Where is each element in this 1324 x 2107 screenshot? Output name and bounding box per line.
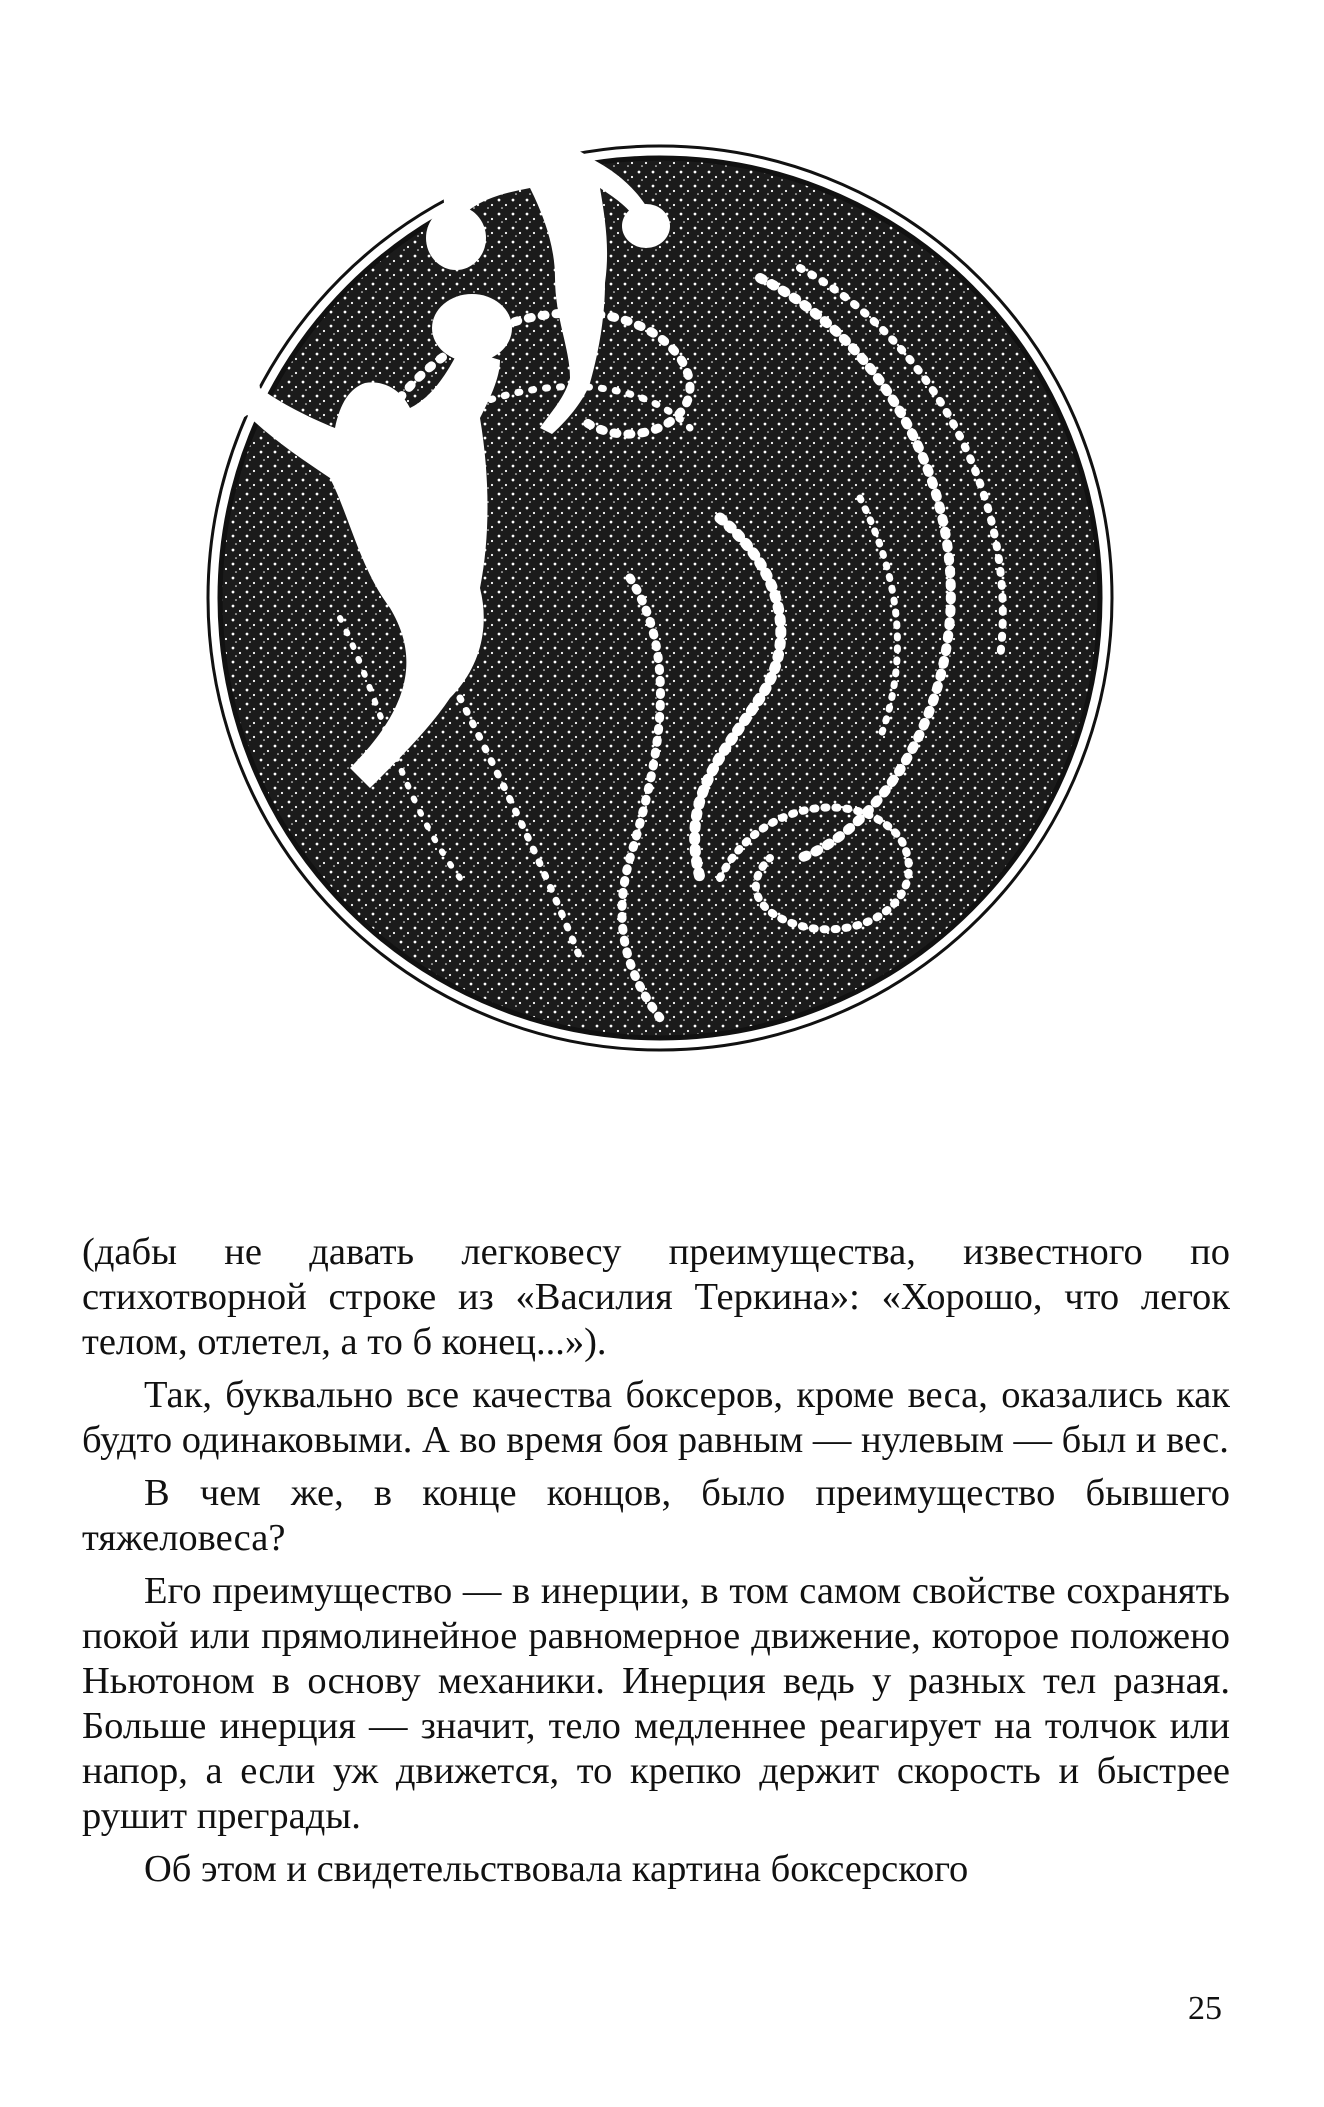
paragraph-continuation: (дабы не давать легковесу преимущества, известного по стихотворной строке из «Василия Теркина»: «Хорошо, что легок телом, отлетел, а то б конец...»). [82,1231,1230,1363]
body-text [82,1230,1230,1900]
boxers-in-weightlessness-illustration [160,98,1160,1098]
paragraph: Об этом и свидетельствовала картина боксерского [144,1848,969,1890]
page-number: 25 [1188,1990,1222,2027]
paragraph: Его преимущество — в инерции, в том самом свойстве сохранять покой или прямолинейное равномерное движение, которое положено Ньютоном в основу механики. Инерция ведь у разных тел разная. Больше инерция — значит, тело медленнее реагирует на толчок или напор, а если уж движется, то крепко держит скорость и быстрее рушит преграды. [82,1570,1230,1837]
paragraph: Так, буквально все качества боксеров, кроме веса, оказались как будто одинаковыми. А во время боя равным — нулевым — был и вес. [82,1374,1230,1461]
dark-disc [220,158,1100,1038]
circular-engraving [160,98,1160,1098]
paragraph: В чем же, в конце концов, было преимущество бывшего тяжеловеса? [82,1472,1230,1559]
